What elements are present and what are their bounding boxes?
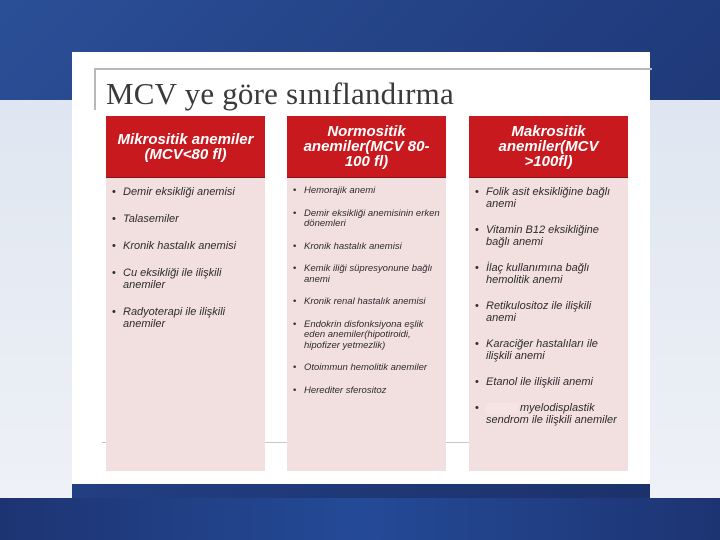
bottom-band [0,498,720,540]
list-item [475,402,622,426]
list-item: • Kemik iliği süpresyonune bağlı anemi [293,264,440,285]
column-microcytic [106,116,265,471]
list-item: • Kronik hastalık anemisi [112,240,259,252]
slide-title: MCV ye göre sınıflandırma [106,76,454,111]
list-item: • Cu eksikliği ile ilişkili anemiler [112,267,259,291]
list-item: • Etanol ile ilişkili anemi [475,376,622,388]
left-accent-strip [0,100,72,498]
redacted-word [486,403,518,414]
list-item: • Radyoterapi ile ilişkili anemiler [112,306,259,330]
list-item: • Endokrin disfonksiyona eşlik eden anemiler(hipotiroidi, hipofizer yetmezlik) [293,320,440,352]
list-item: • Folik asit eksikliğine bağlı anemi [475,186,622,210]
list-item: • Kronik hastalık anemisi [293,242,440,253]
list-item-text: myelodisplastik sendrom ile ilişkili anemiler [486,402,617,426]
list-item: • Demir eksikliği anemisinin erken dönemleri [293,209,440,230]
right-accent-strip [650,100,720,498]
slide [72,52,650,484]
list-item: • İlaç kullanımına bağlı hemolitik anemi [475,262,622,286]
item-list [287,178,446,396]
list-item: • Karaciğer hastalıları ile ilişkili anemi [475,338,622,362]
list-item: • Kronik renal hastalık anemisi [293,297,440,308]
column-macrocytic [469,116,628,471]
list-item: • Retikulositoz ile ilişkili anemi [475,300,622,324]
list-item: • Vitamin B12 eksikliğine bağlı anemi [475,224,622,248]
item-list [469,178,628,426]
list-item: • Demir eksikliği anemisi [112,186,259,198]
item-list [106,178,265,330]
column-header: Mikrositik anemiler (MCV<80 fl) [106,116,265,178]
list-item: • Herediter sferositoz [293,386,440,397]
list-item: • Talasemiler [112,213,259,225]
list-item: • Otoimmun hemolitik anemiler [293,363,440,374]
column-normocytic [287,116,446,471]
column-header: Normositik anemiler(MCV 80-100 fl) [287,116,446,178]
column-header: Makrositik anemiler(MCV >100fl) [469,116,628,178]
list-item: • Hemorajik anemi [293,186,440,197]
